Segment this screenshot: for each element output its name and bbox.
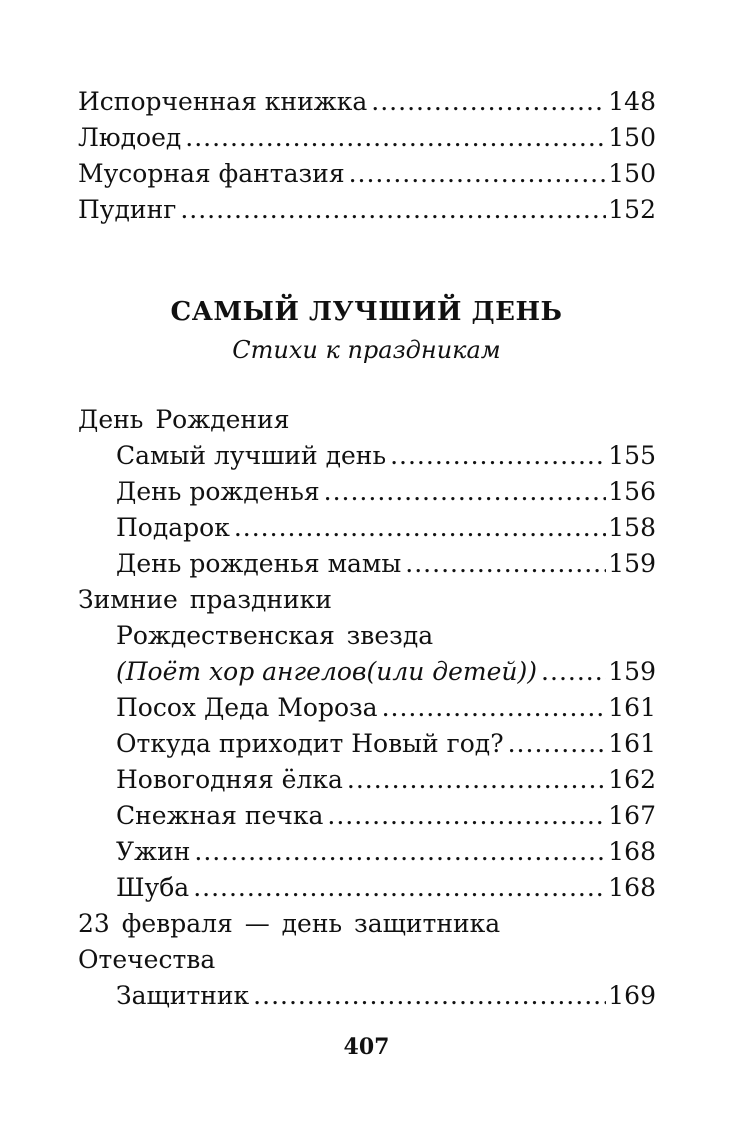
entry-title: Ужин <box>116 837 191 866</box>
entry-title: Посох Деда Мороза <box>116 693 378 722</box>
entry-page: 159 <box>608 657 656 686</box>
entry-page: 159 <box>608 549 656 578</box>
entry-page: 156 <box>608 477 656 506</box>
group-label-defender-line2: Отечества <box>78 945 216 974</box>
dot-leader <box>180 192 606 228</box>
toc-entry <box>116 690 656 726</box>
page-number: 407 <box>343 1034 390 1060</box>
dot-leader <box>253 978 606 1014</box>
group-label-birthday: День Рождения <box>78 405 290 434</box>
entry-page: 150 <box>608 159 656 188</box>
entry-page: 150 <box>608 123 656 152</box>
entry-title: Новогодняя ёлка <box>116 765 343 794</box>
entry-title-line2: (Поёт хор ангелов(или детей)) <box>116 657 538 686</box>
toc-entry <box>78 192 656 228</box>
toc-entry <box>116 546 656 582</box>
entry-title: Мусорная фантазия <box>78 159 345 188</box>
dot-leader <box>371 84 606 120</box>
toc-entry <box>116 438 656 474</box>
entry-page: 169 <box>608 981 656 1010</box>
toc-entry <box>116 474 656 510</box>
group-label-defender-line1: 23 февраля — день защитника <box>78 909 501 938</box>
section-subtitle: Стихи к праздникам <box>232 336 501 364</box>
entry-title: Испорченная книжка <box>78 87 368 116</box>
toc-continuation <box>78 84 656 228</box>
section-heading: САМЫЙ ЛУЧШИЙ ДЕНЬ <box>170 297 563 327</box>
birthday-entries <box>116 438 656 582</box>
entry-page: 148 <box>608 87 656 116</box>
entry-page: 168 <box>608 873 656 902</box>
entry-title: Людоед <box>78 123 182 152</box>
dot-leader <box>193 870 606 906</box>
dot-leader <box>541 654 606 690</box>
entry-title: Шуба <box>116 873 190 902</box>
defender-entries <box>116 978 656 1014</box>
toc-entry <box>116 654 656 690</box>
entry-title-line1: Рождественская звезда <box>116 621 434 650</box>
dot-leader <box>324 474 607 510</box>
toc-entry <box>116 870 656 906</box>
toc-entry <box>78 84 656 120</box>
entry-title: Самый лучший день <box>116 441 387 470</box>
group-label-winter: Зимние праздники <box>78 585 332 614</box>
entry-title: Защитник <box>116 981 250 1010</box>
toc-entry <box>116 726 656 762</box>
toc-entry <box>116 510 656 546</box>
dot-leader <box>327 798 606 834</box>
entry-title: Подарок <box>116 513 230 542</box>
dot-leader <box>234 510 606 546</box>
entry-page: 167 <box>608 801 656 830</box>
toc-entry <box>78 156 656 192</box>
entry-page: 152 <box>608 195 656 224</box>
entry-page: 158 <box>608 513 656 542</box>
entry-page: 155 <box>608 441 656 470</box>
dot-leader <box>194 834 606 870</box>
entry-title: Снежная печка <box>116 801 324 830</box>
entry-title: Пудинг <box>78 195 177 224</box>
toc-entry <box>116 978 656 1014</box>
entry-title: День рожденья мамы <box>116 549 402 578</box>
entry-page: 168 <box>608 837 656 866</box>
toc-entry <box>116 762 656 798</box>
dot-leader <box>390 438 606 474</box>
dot-leader <box>382 690 607 726</box>
toc-main <box>78 402 656 1014</box>
entry-title: Откуда приходит Новый год? <box>116 729 504 758</box>
entry-page: 162 <box>608 765 656 794</box>
entry-title: День рожденья <box>116 477 320 506</box>
entry-page: 161 <box>608 729 656 758</box>
dot-leader <box>347 762 606 798</box>
winter-entries <box>116 618 656 906</box>
dot-leader <box>185 120 606 156</box>
entry-page: 161 <box>608 693 656 722</box>
toc-entry <box>116 834 656 870</box>
toc-entry <box>116 798 656 834</box>
toc-entry <box>78 120 656 156</box>
dot-leader <box>349 156 607 192</box>
dot-leader <box>508 726 607 762</box>
dot-leader <box>405 546 606 582</box>
